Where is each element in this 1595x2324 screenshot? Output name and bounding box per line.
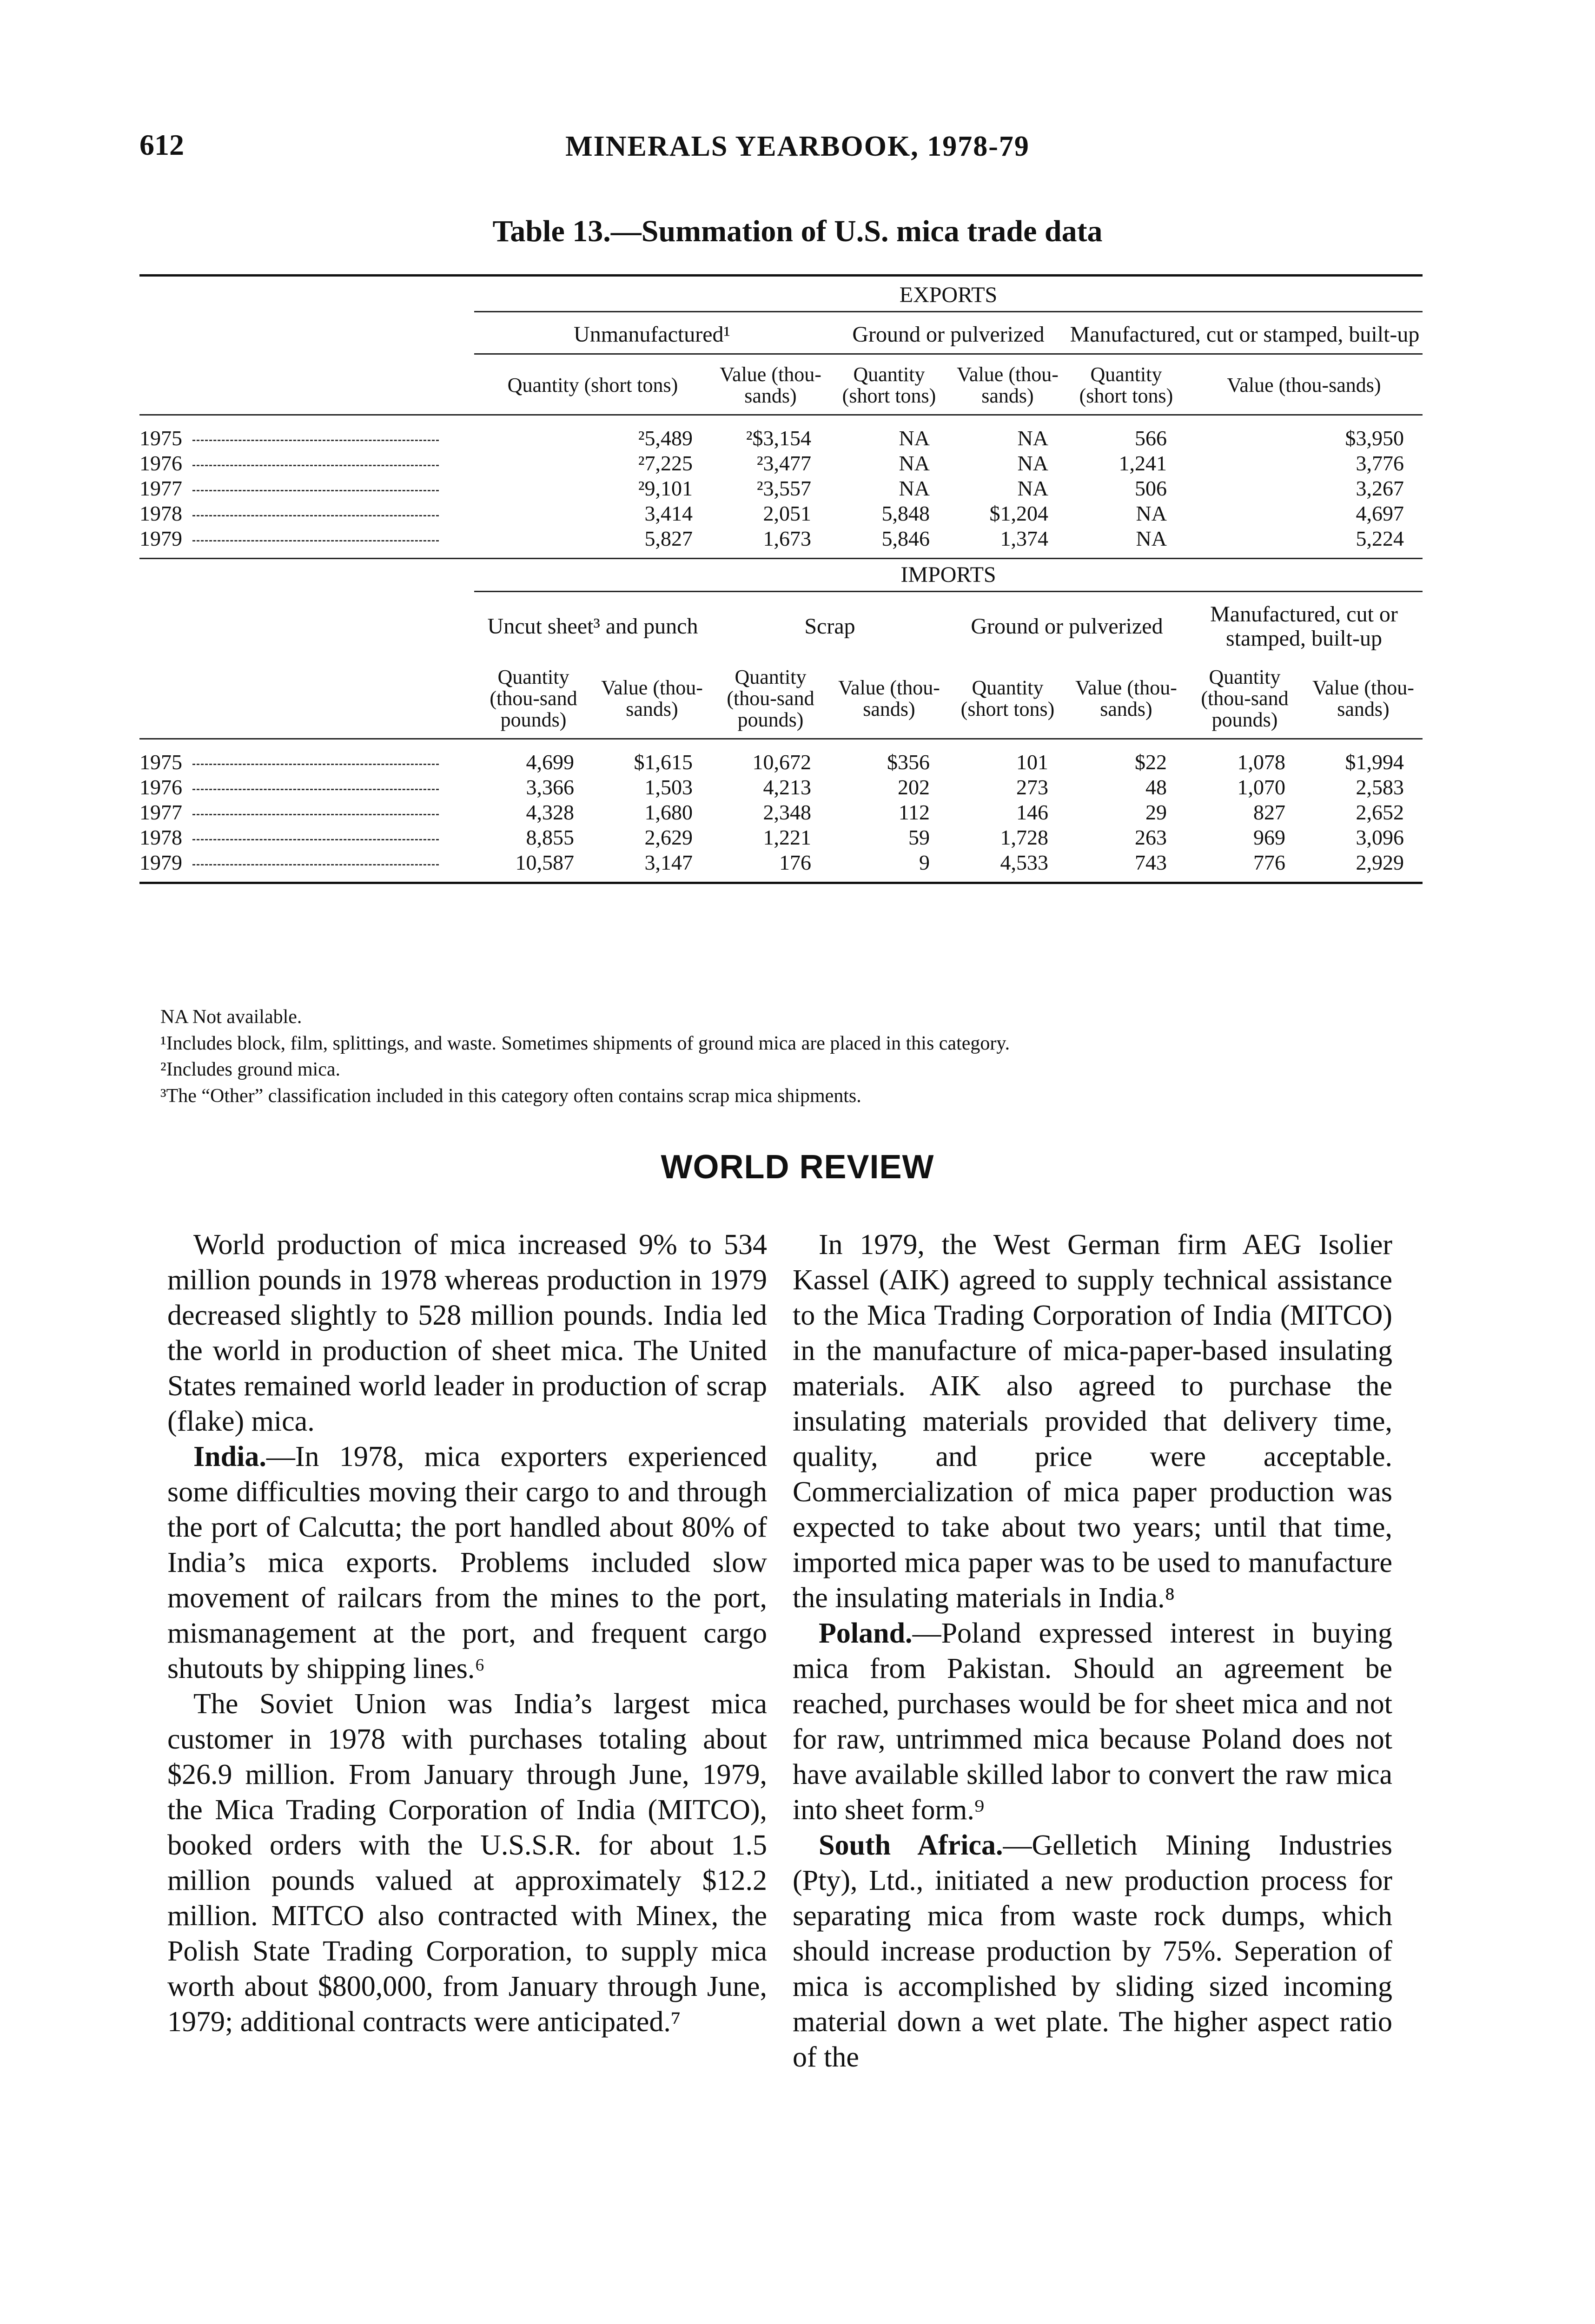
exports-cell: 2,051 (763, 502, 811, 526)
imports-column-header: Value (thou-sands) (1067, 657, 1185, 739)
imports-group-header: Ground or pulverized (971, 614, 1163, 639)
table-title: Table 13.—Summation of U.S. mica trade data (492, 214, 1103, 248)
imports-cell: 827 (1253, 800, 1285, 825)
exports-year-label: 1977 (139, 476, 182, 501)
imports-cell: 29 (1145, 800, 1167, 825)
imports-cell: 3,147 (593, 850, 711, 883)
exports-cell: NA (1017, 451, 1048, 475)
imports-cell: 2,583 (1356, 775, 1404, 799)
exports-cell: $1,204 (989, 502, 1048, 526)
imports-row-year (139, 800, 474, 825)
paragraph-text: —Poland expressed interest in buying mica from Pakistan. Should an agreement be reached, purchases would be for sheet mica and not for raw, untrimmed mica because Poland does not have available skilled labor to convert the raw mica into sheet form.⁹ (793, 1618, 1392, 1826)
dot-leader (192, 440, 439, 441)
exports-row-year (139, 501, 474, 526)
imports-year-label: 1975 (139, 750, 182, 774)
imports-column-header: Value (thou-sands) (830, 657, 948, 739)
paragraph-text: —In 1978, mica exporters experienced some difficulties moving their cargo to and through the port of Calcutta; the port handled about 80% of India’s mica exports. Problems included slow movement of railcars from the mines to the port, mismanagement at the port, and frequent cargo shutouts by shipping lines.⁶ (167, 1441, 767, 1684)
exports-cell: ²$3,154 (746, 426, 811, 450)
exports-row-year (139, 451, 474, 476)
country-run-in-head: Poland. (819, 1618, 913, 1649)
right-column-paragraph (793, 1227, 1392, 1616)
exports-year-label: 1979 (139, 527, 182, 551)
exports-cell: ²9,101 (638, 476, 693, 501)
imports-cell: $1,615 (634, 750, 693, 774)
imports-group-header: Scrap (804, 614, 855, 639)
mica-trade-table-container (139, 274, 1423, 884)
exports-cell: 1,241 (1118, 451, 1167, 475)
imports-cell: 10,587 (474, 850, 593, 883)
dot-leader (192, 864, 439, 865)
imports-year-label: 1979 (139, 851, 182, 875)
imports-cell: 4,213 (763, 775, 811, 799)
dot-leader (192, 764, 439, 765)
imports-cell: 8,855 (526, 825, 574, 850)
imports-cell: 2,629 (644, 825, 693, 850)
exports-group-header: Ground or pulverized (830, 311, 1067, 354)
left-column-paragraph (167, 1227, 767, 1439)
exports-cell: ²7,225 (638, 451, 693, 475)
dot-leader (192, 490, 439, 491)
exports-cell: 506 (1135, 476, 1167, 501)
exports-group-header: Manufactured, cut or stamped, built-up (1067, 311, 1423, 354)
imports-cell: $22 (1135, 750, 1167, 774)
imports-section-label: IMPORTS (474, 559, 1423, 592)
exports-year-label: 1976 (139, 451, 182, 475)
imports-cell: 3,366 (526, 775, 574, 799)
imports-cell: 2,929 (1304, 850, 1423, 883)
imports-row-year (139, 850, 474, 883)
exports-cell: NA (1136, 502, 1167, 526)
imports-cell: 1,728 (1000, 825, 1048, 850)
exports-column-header: Quantity (short tons) (474, 354, 711, 415)
imports-row-year (139, 825, 474, 850)
exports-cell: ²3,557 (756, 476, 811, 501)
left-column-paragraph (167, 1686, 767, 2040)
imports-cell: 263 (1135, 825, 1167, 850)
exports-cell: $3,950 (1345, 426, 1404, 450)
exports-cell: NA (1017, 476, 1048, 501)
exports-section-label: EXPORTS (474, 279, 1423, 311)
exports-row-year (139, 526, 474, 559)
running-head: MINERALS YEARBOOK, 1978-79 (565, 131, 1030, 162)
exports-cell: 5,827 (474, 526, 711, 559)
imports-cell: 4,699 (526, 750, 574, 774)
imports-cell: 776 (1185, 850, 1304, 883)
imports-row-year (139, 739, 474, 775)
exports-column-header: Value (thou-sands) (1185, 354, 1423, 415)
exports-cell: NA (1017, 426, 1048, 450)
exports-row-year (139, 476, 474, 501)
left-column-paragraph (167, 1439, 767, 1686)
table-footnotes (160, 1004, 1416, 1109)
imports-cell: 1,680 (644, 800, 693, 825)
exports-cell: 3,414 (644, 502, 693, 526)
imports-cell: 9 (830, 850, 948, 883)
exports-cell: 1,374 (948, 526, 1067, 559)
imports-group-header: Manufactured, cut or stamped, built-up (1210, 601, 1398, 651)
imports-cell: 969 (1253, 825, 1285, 850)
imports-column-header: Quantity (thou-sand pounds) (474, 657, 593, 739)
page-number: 612 (139, 128, 184, 161)
exports-cell: NA (899, 426, 930, 450)
imports-cell: 1,503 (644, 775, 693, 799)
dot-leader (192, 789, 439, 790)
imports-cell: $1,994 (1345, 750, 1404, 774)
imports-cell: 1,070 (1237, 775, 1285, 799)
exports-cell: 5,224 (1185, 526, 1423, 559)
imports-cell: 1,078 (1237, 750, 1285, 774)
exports-cell: 1,673 (711, 526, 830, 559)
imports-row-year (139, 775, 474, 800)
imports-cell: 2,348 (763, 800, 811, 825)
dot-leader (192, 814, 439, 815)
imports-column-header: Quantity (thou-sand pounds) (711, 657, 830, 739)
exports-year-label: 1975 (139, 426, 182, 450)
exports-cell: 3,267 (1356, 476, 1404, 501)
imports-cell: 176 (711, 850, 830, 883)
imports-column-header: Value (thou-sands) (593, 657, 711, 739)
right-column-paragraph (793, 1616, 1392, 1828)
footnote: NA Not available. (160, 1006, 302, 1028)
imports-cell: 1,221 (763, 825, 811, 850)
exports-cell: 5,846 (830, 526, 948, 559)
imports-cell: 101 (1016, 750, 1048, 774)
exports-column-header: Quantity (short tons) (1067, 354, 1185, 415)
imports-column-header: Quantity (short tons) (948, 657, 1067, 739)
imports-group-header: Uncut sheet³ and punch (487, 614, 698, 639)
imports-cell: 146 (1016, 800, 1048, 825)
exports-group-header: Unmanufactured¹ (474, 311, 830, 354)
exports-cell: ²3,477 (756, 451, 811, 475)
imports-stub-blank-2 (139, 591, 474, 657)
exports-stub-blank (139, 279, 474, 311)
dot-leader (192, 515, 439, 516)
exports-cell: NA (899, 476, 930, 501)
imports-cell: 3,096 (1356, 825, 1404, 850)
exports-column-header: Value (thou-sands) (711, 354, 830, 415)
section-heading-world-review: WORLD REVIEW (661, 1149, 934, 1186)
exports-row-year (139, 415, 474, 451)
imports-stub-blank-3 (139, 657, 474, 739)
imports-cell: 4,533 (948, 850, 1067, 883)
imports-cell: 202 (898, 775, 930, 799)
footnote: ¹Includes block, film, splittings, and waste. Sometimes shipments of ground mica are placed in this category. (160, 1032, 1010, 1054)
exports-cell: 566 (1135, 426, 1167, 450)
paragraph-text: —Gelletich Mining Industries (Pty), Ltd., initiated a new production process for separating mica from waste rock dumps, which should increase production by 75%. Seperation of mica is accomplished by sliding sized incoming material down a wet plate. The higher aspect ratio of the (793, 1829, 1392, 2073)
table-top-rule (139, 276, 1423, 280)
imports-cell: 4,328 (526, 800, 574, 825)
country-run-in-head: India. (193, 1441, 266, 1472)
dot-leader (192, 540, 439, 541)
footnote: ³The “Other” classification included in this category often contains scrap mica shipments. (160, 1085, 861, 1107)
right-column-paragraph (793, 1828, 1392, 2075)
imports-year-label: 1977 (139, 800, 182, 825)
exports-year-label: 1978 (139, 502, 182, 526)
imports-cell: 10,672 (752, 750, 811, 774)
exports-stub-blank-2 (139, 311, 474, 354)
imports-cell: $356 (887, 750, 930, 774)
imports-cell: 2,652 (1356, 800, 1404, 825)
exports-cell: ²5,489 (638, 426, 693, 450)
exports-cell: 5,848 (881, 502, 930, 526)
right-text-column (793, 1227, 1392, 2075)
imports-column-header: Value (thou-sands) (1304, 657, 1423, 739)
footnote: ²Includes ground mica. (160, 1059, 340, 1081)
imports-year-label: 1978 (139, 825, 182, 850)
imports-cell: 112 (898, 800, 930, 825)
paragraph-text: World production of mica increased 9% to 534 million pounds in 1978 whereas production in 1979 decreased slightly to 528 million pounds. India led the world in production of sheet mica. The United States remained world leader in production of scrap (flake) mica. (167, 1229, 767, 1437)
imports-cell: 59 (908, 825, 930, 850)
dot-leader (192, 465, 439, 466)
country-run-in-head: South Africa. (819, 1829, 1003, 1861)
imports-year-label: 1976 (139, 775, 182, 799)
imports-cell: 743 (1067, 850, 1185, 883)
dot-leader (192, 839, 439, 840)
exports-cell: 4,697 (1356, 502, 1404, 526)
paragraph-text: In 1979, the West German firm AEG Isolier Kassel (AIK) agreed to supply technical assistance to the Mica Trading Corporation of India (MITCO) in the manufacture of mica-paper-based insulating materials. AIK also agreed to purchase the insulating materials provided that delivery time, quality, and price were acceptable. Commercialization of mica paper production was expected to take about two years; until that time, imported mica paper was to be used to manufacture the insulating materials in India.⁸ (793, 1229, 1392, 1614)
left-text-column (167, 1227, 767, 2040)
imports-column-header: Quantity (thou-sand pounds) (1185, 657, 1304, 739)
paragraph-text: The Soviet Union was India’s largest mica customer in 1978 with purchases totaling about $26.9 million. From January through June, 1979, the Mica Trading Corporation of India (MITCO), booked orders with the U.S.S.R. for about 1.5 million pounds valued at approximately $12.2 million. MITCO also contracted with Minex, the Polish State Trading Corporation, to supply mica worth about $800,000, from January through June, 1979; additional contracts were anticipated.⁷ (167, 1688, 767, 2038)
imports-stub-blank (139, 559, 474, 592)
exports-cell: NA (899, 451, 930, 475)
mica-trade-table (139, 274, 1423, 884)
exports-column-header: Quantity (short tons) (830, 354, 948, 415)
exports-stub-blank-3 (139, 354, 474, 415)
exports-cell: NA (1067, 526, 1185, 559)
exports-column-header: Value (thou-sands) (948, 354, 1067, 415)
exports-cell: 3,776 (1356, 451, 1404, 475)
imports-cell: 48 (1145, 775, 1167, 799)
imports-cell: 273 (1016, 775, 1048, 799)
